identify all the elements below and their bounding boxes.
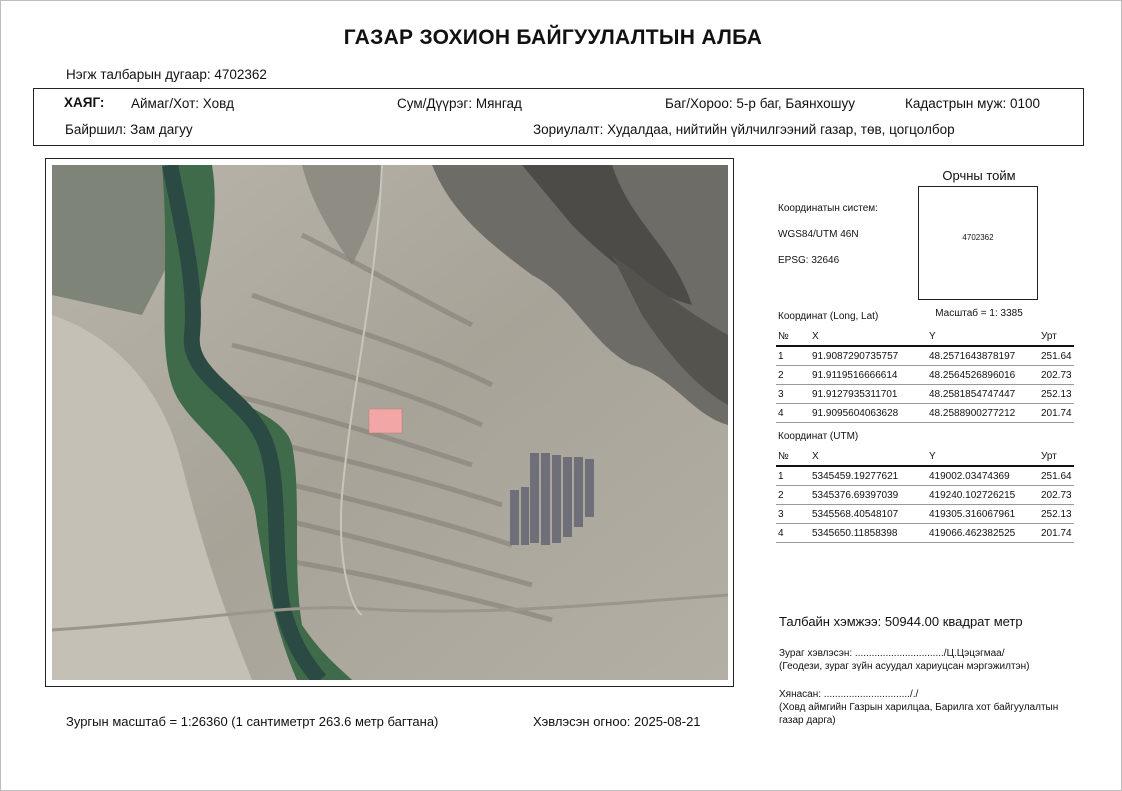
parcel-area: Талбайн хэмжээ: 50944.00 квадрат метр [779, 614, 1023, 629]
cell-length: 202.73 [1041, 489, 1072, 501]
cell-length: 251.64 [1041, 470, 1072, 482]
address-label: ХАЯГ: [64, 95, 105, 110]
utm-table-caption: Координат (UTM) [778, 431, 859, 442]
cell-no: 4 [778, 407, 784, 419]
header-y: Y [929, 327, 1041, 346]
reviewed-by-role-cont: газар дарга) [779, 715, 836, 726]
map-scale: Зургын масштаб = 1:26360 (1 сантиметрт 263.6 метр багтана) [66, 714, 439, 729]
table-row [776, 524, 1074, 543]
cell-x: 5345459.19277621 [812, 470, 899, 482]
page-title: ГАЗАР ЗОХИОН БАЙГУУЛАЛТЫН АЛБА [343, 26, 763, 49]
cell-y: 419305.316067961 [929, 508, 1016, 520]
reviewed-by-line: Хянасан: ..............................././ [779, 689, 919, 700]
prepared-by-role: (Геодези, зураг зүйн асуудал хариуцсан мэргэжилтэн) [779, 661, 1030, 672]
cell-no: 2 [778, 489, 784, 501]
cell-y: 419240.102726215 [929, 489, 1016, 501]
table-header-row [776, 447, 1074, 466]
parcel-polygon [369, 409, 402, 433]
header-no: № [776, 327, 812, 346]
header-x: X [812, 447, 929, 466]
utm-coordinate-table [776, 447, 1074, 543]
table-row [776, 404, 1074, 423]
prepared-by-block [779, 647, 1030, 673]
address-bag: Баг/Хороо: 5-р баг, Баянхошуу [665, 96, 855, 111]
lonlat-table-caption: Координат (Long, Lat) [778, 311, 879, 322]
reviewed-by-role: (Ховд аймгийн Газрын харилцаа, Барилга хот байгуулалтын [779, 702, 1059, 713]
cell-no: 3 [778, 388, 784, 400]
cell-x: 91.9087290735757 [812, 350, 899, 362]
cell-length: 201.74 [1041, 407, 1072, 419]
address-purpose: Зориулалт: Худалдаа, нийтийн үйлчилгээний газар, төв, цогцолбор [533, 122, 955, 137]
address-cadastral-zone: Кадастрын муж: 0100 [905, 96, 1041, 111]
cell-no: 2 [778, 369, 784, 381]
cell-y: 48.2564526896016 [929, 369, 1016, 381]
cell-y: 48.2588900277212 [929, 407, 1016, 419]
table-row [776, 466, 1074, 486]
cell-length: 201.74 [1041, 527, 1072, 539]
header-x: X [812, 327, 929, 346]
cell-length: 202.73 [1041, 369, 1072, 381]
table-row [776, 505, 1074, 524]
overview-parcel-label: 4702362 [962, 233, 994, 242]
header-y: Y [929, 447, 1041, 466]
satellite-image [52, 165, 728, 680]
cell-no: 1 [778, 350, 784, 362]
header-length: Урт [1041, 447, 1074, 466]
table-row [776, 486, 1074, 505]
header-no: № [776, 447, 812, 466]
address-aimag: Аймаг/Хот: Ховд [131, 96, 235, 111]
cell-y: 48.2581854747447 [929, 388, 1016, 400]
table-row [776, 346, 1074, 366]
cell-x: 91.9127935311701 [812, 388, 898, 400]
cell-no: 1 [778, 470, 784, 482]
epsg-code: EPSG: 32646 [778, 255, 840, 266]
cell-y: 48.2571643878197 [929, 350, 1016, 362]
coordinate-system-name: WGS84/UTM 46N [778, 229, 859, 240]
reviewed-by-block [779, 688, 1058, 727]
cell-no: 3 [778, 508, 784, 520]
print-date: Хэвлэсэн огноо: 2025-08-21 [533, 714, 701, 729]
header-length: Урт [1041, 327, 1074, 346]
overview-scale: Масштаб = 1: 3385 [935, 308, 1023, 319]
lonlat-coordinate-table [776, 327, 1074, 423]
overview-title: Орчны тойм [942, 168, 1016, 183]
table-row [776, 385, 1074, 404]
cell-x: 5345376.69397039 [812, 489, 899, 501]
overview-map [918, 186, 1038, 300]
cell-x: 5345650.11858398 [812, 527, 898, 539]
cell-y: 419002.03474369 [929, 470, 1010, 482]
prepared-by-line: Зураг хэвлэсэн: ................................/Ц.Цэцэгмаа/ [779, 648, 1005, 659]
coordinate-system-label: Координатын систем: [778, 203, 878, 214]
cell-no: 4 [778, 527, 784, 539]
cell-x: 5345568.40548107 [812, 508, 899, 520]
address-location: Байршил: Зам дагуу [65, 122, 193, 137]
cell-x: 91.9095604063628 [812, 407, 899, 419]
table-header-row [776, 327, 1074, 346]
satellite-map [52, 165, 728, 680]
cell-length: 252.13 [1041, 508, 1072, 520]
cell-length: 251.64 [1041, 350, 1072, 362]
cell-y: 419066.462382525 [929, 527, 1016, 539]
address-sum: Сум/Дүүрэг: Мянгад [397, 96, 522, 111]
parcel-number: Нэгж талбарын дугаар: 4702362 [66, 67, 267, 82]
address-box [33, 88, 1084, 146]
table-row [776, 366, 1074, 385]
cell-length: 252.13 [1041, 388, 1072, 400]
cell-x: 91.9119516666614 [812, 369, 898, 381]
